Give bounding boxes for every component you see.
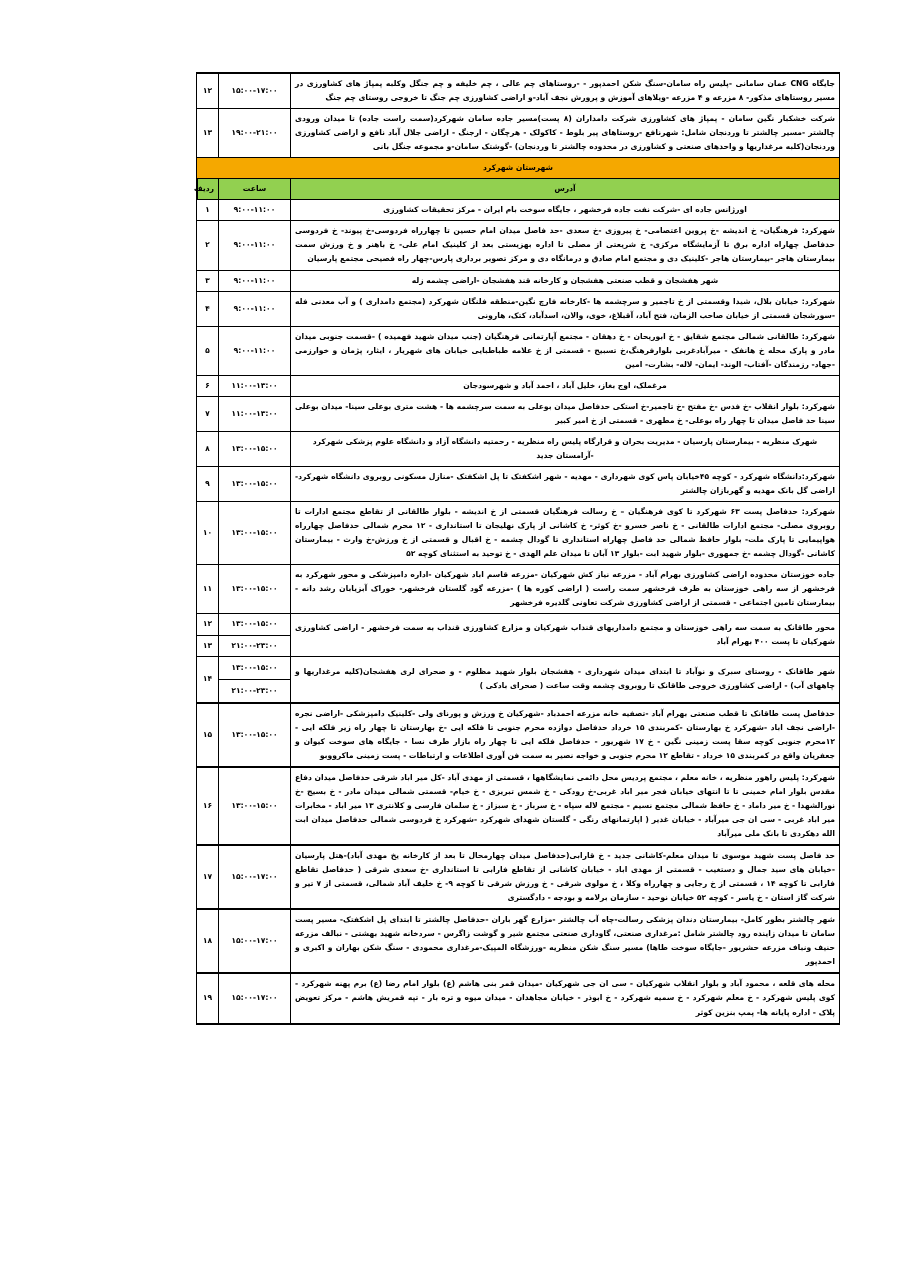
address-cell: جایگاه CNG عمان سامانی -پلیس راه سامان-سنگ شکن احمدپور - -روستاهای چم عالی ، چم خلیفه و چم جنگل وکلبه پمپاژ های کشاورزی در مسیر روستاهای مذکور- ۸ مزرعه و ۴ مزرعه -ویلاهای آموزش و پرورش نجف آباد-و اراضی کشاورزی چم جنگ تا خروجی روستای چم جنگ bbox=[291, 73, 840, 109]
table-row bbox=[197, 909, 840, 973]
time-cell: ۱۳:۰۰-۱۵:۰۰ bbox=[219, 502, 291, 565]
table-row bbox=[197, 845, 840, 909]
table-row bbox=[197, 73, 840, 109]
time-cell: ۱۵:۰۰-۱۷:۰۰ bbox=[219, 845, 291, 909]
table-row bbox=[197, 200, 840, 221]
time-cell: ۱۵:۰۰-۱۷:۰۰ bbox=[219, 909, 291, 973]
address-cell: شرکت خشکبار نگین سامان - پمپاژ های کشاورزی شرکت دامداران (۸ پست)مسیر جاده سامان شهرکرد(سمت راست جاده) تا میدان ورودی چالشتر -مسیر چالشتر تا وردنجان شامل: شهرنافع -روستاهای پیر بلوط - کاکولک - هرچگان - ارجنگ - اراضی جلال آباد نافع و اراضی کشاورزی وردنجان(کلبه مرغداریها و واحدهای صنعتی و کشاورزی در محدوده چالشتر تا وردنجان) -گوشتک سامان-و مجموعه جنگل بانی bbox=[291, 109, 840, 158]
column-header-address: آدرس bbox=[291, 179, 840, 200]
row-number-cell: ۱۲ bbox=[197, 73, 219, 109]
row-number-cell: ۱۴ bbox=[197, 656, 219, 703]
time-cell: ۹:۰۰-۱۱:۰۰ bbox=[219, 291, 291, 326]
time-cell: ۱۱:۰۰-۱۳:۰۰ bbox=[219, 396, 291, 431]
time-cell: ۱۳:۰۰-۱۵:۰۰ bbox=[219, 431, 291, 466]
row-number-cell: ۳ bbox=[197, 270, 219, 291]
table-row bbox=[197, 703, 840, 767]
time-cell: ۱۳:۰۰-۱۵:۰۰ bbox=[219, 467, 291, 502]
table-row bbox=[197, 565, 840, 614]
row-number-cell: ۱۷ bbox=[197, 845, 219, 909]
table-row bbox=[197, 291, 840, 326]
table-row bbox=[197, 396, 840, 431]
address-cell: محله های قلعه ، محمود آباد و بلوار انقلاب شهرکیان - سی ان جی شهرکیان -میدان قمر بنی هاشم (ع) بلوار امام رضا (ع) برم پهنه شهرکرد - کوی پلیس شهرکرد - خ معلم شهرکرد - خ سمیه شهرکرد - خ ابوذر - خیابان مجاهدان - میدان میوه و تره بار - تپه قمریش هاشم - مرکز تعویض پلاک - اداره پایانه ها- پمپ بنزین کوثر bbox=[291, 973, 840, 1023]
time-cell: ۱۵:۰۰-۱۷:۰۰ bbox=[219, 973, 291, 1023]
table-row bbox=[197, 326, 840, 375]
row-number-cell: ۲ bbox=[197, 221, 219, 270]
row-number-cell: ۱۰ bbox=[197, 502, 219, 565]
address-cell: شهرکرد: پلیس راهور منظریه ، خانه معلم ، مجتمع پردیس محل دائمی نمایشگاهها ، قسمتی از مهدی آباد -کل میر اباد شرقی حدفاصل میدان دفاع مقدس بلوار امام خمینی تا تا انتهای خیابان فجر میر اباد غربی-خ رودکی - خ شمس تبریزی - خ خیام- قسمتی شمالی میدان مادر - خ بسیج -خ نورالشهدا - خ میر داماد - خ حافظ شمالی مجتمع نسیم - مجتمع لاله سپاه - خ سرباز - خ سبزاز - خ سلمان فارسی و کلانتری ۱۳ میر اباد - مخابرات میر اباد غربی - سی ان جی میرآباد - خیابان غدیر ( اپارتمانهای رنگی - گلستان شهدای شهرکرد -شهرکرد خ فردوسی شمالی حدفاصل میدان ابت الله دهکردی تا بانک ملی میرآباد bbox=[291, 767, 840, 845]
row-number-cell: ۱۶ bbox=[197, 767, 219, 845]
time-cell: ۹:۰۰-۱۱:۰۰ bbox=[219, 270, 291, 291]
address-cell: اورژانس جاده ای -شرکت نفت جاده فرخشهر ، جایگاه سوخت بام ایران - مرکز تحقیقات کشاورزی bbox=[291, 200, 840, 221]
address-cell: شهر طاقانک - روستای سبرک و نوآباد تا ابتدای میدان شهرداری - هفشجان بلوار شهید مظلوم - و صحرای لری هفشجان(کلیه مرغداریها و چاههای آب) - اراضی کشاورزی خروجی طاقانک تا روبروی چشمه وقت ساعت ( صحرای بادکی ) bbox=[291, 656, 840, 703]
address-cell: حدفاصل پست طاقانک تا قطب صنعتی بهرام آباد -تصفیه خانه مزرعه احمدباد -شهرکیان خ ورزش و پورنای ولی -کلینیک دامپزشکی -اراضی نجره -اراضی نجف اباد -شهرکرد خ بهارستان -کمربندی ۱۵ خرداد حدفاصل دوازده محرم جنوبی تا فلکه ایی -خ بهارستان تا چهار راه زیر فلکه ایی - ۱۲محرم جنوبی کوچه سقا پست زمینی نگین - خ ۱۷ شهریور - حدفاصل فلکه ایی تا چهار راه بازار طرف نسا - جایگاه های سوخت کیوان و جعفریان واقع در کمربندی ۱۵ خرداد - تقاطع ۱۲ محرم جنوبی و خواجه نصیر به سمت فن آوری اطلاعات و ارتباطات - پست زمینی ماکرووبو bbox=[291, 703, 840, 767]
table-body bbox=[193, 73, 840, 1024]
time-slot-primary: ۱۳:۰۰-۱۵:۰۰ bbox=[219, 657, 290, 680]
row-number-cell: ۸ bbox=[197, 431, 219, 466]
time-cell: ۲۱:۰۰-۲۳:۰۰ bbox=[219, 635, 291, 656]
time-stack bbox=[219, 657, 290, 702]
time-cell: ۱۹:۰۰-۲۱:۰۰ bbox=[219, 109, 291, 158]
table-row bbox=[197, 502, 840, 565]
table-row bbox=[197, 375, 840, 396]
column-header-row-number: ردیف bbox=[197, 179, 219, 200]
row-number-cell: ۱۳ bbox=[197, 635, 219, 656]
table-row bbox=[197, 973, 840, 1023]
address-cell: شهرک منظریه - بیمارستان پارسیان - مدیریت بحران و قرارگاه پلیس راه منظریه - رحمتیه دانشگاه آزاد و دانشگاه علوم پزشکی شهرکرد -آرامستان جدید bbox=[291, 431, 840, 466]
time-cell: ۱۳:۰۰-۱۵:۰۰ bbox=[219, 703, 291, 767]
address-cell: شهرکرد:دانشگاه شهرکرد - کوچه ۴۵خیابان پاس کوی شهرداری - مهدیه - شهر اشکفتک تا پل اشکفتک -منازل مسکونی روبروی دانشگاه شهرکرد-اراضی گل بانک مهدیه و گهربازان چالشتر bbox=[291, 467, 840, 502]
table-row bbox=[197, 109, 840, 158]
row-number-cell: ۱۱ bbox=[197, 565, 219, 614]
time-cell: ۱۳:۰۰-۱۵:۰۰ bbox=[219, 614, 291, 635]
row-number-cell: ۱۸ bbox=[197, 909, 219, 973]
row-number-cell: ۱۳ bbox=[197, 109, 219, 158]
time-slot-secondary: ۲۱:۰۰-۲۳:۰۰ bbox=[231, 685, 278, 695]
time-cell: ۹:۰۰-۱۱:۰۰ bbox=[219, 200, 291, 221]
row-number-cell: ۹ bbox=[197, 467, 219, 502]
table-row bbox=[197, 467, 840, 502]
address-cell: حد فاصل پست شهید موسوی تا میدان معلم-کاشانی جدید - خ قارابی(حدفاصل میدان چهارمحال تا بعد از کارخانه یخ مهدی آباد)-هتل پارسیان -خیابان های سید جمال و دستغیب - قسمتی از مهدی اباد - خیابان کاشانی از تقاطع فارابی تا استانداری -خ سعدی شرقی ( حدفاصل تقاطع فارابی تا کوچه ۱۴ ، قسمتی از خ رجایی و چهارراه وکلا ، خ مولوی شرقی - خ ورزش شرقی تا کوچه ۹- خ خلیف آباد شمالی، قسمتی از ۷ تیر و شرکت گاز استان - خ یاسر - کوچه ۵۲ خیابان نوحید - سازمان برلامه و بودجه - دادگستری bbox=[291, 845, 840, 909]
column-header-time: ساعت bbox=[219, 179, 291, 200]
address-cell: شهرکرد: بلوار انقلاب -خ فدس -خ مفتح -خ تاجمیر-خ استکی حدفاصل میدان بوعلی به سمت سرچشمه ها - هشت متری بوعلی سینا- میدان بوعلی سینا حد فاصل میدان تا چهار راه بوعلی- خ مطهری - قسمتی از خ امیر کبیر bbox=[291, 396, 840, 431]
outage-schedule-table bbox=[193, 72, 841, 1025]
row-number-cell: ۶ bbox=[197, 375, 219, 396]
time-cell: ۱۱:۰۰-۱۳:۰۰ bbox=[219, 375, 291, 396]
table-row bbox=[197, 656, 840, 703]
address-cell: شهرکرد: طالقانی شمالی مجتمع شقایق - خ ابوریحان - خ دهقان - مجتمع آپارتمانی فرهنگیان (جنب میدان شهید فهمیده ) -قسمت جنوبی میدان مادر و پارک محله خ هانفک - میرآبادغربی بلوارفرهنگ،خ تسبیح - قسمتی از خ علامه طباطبایی خیابان های شهریار ، ایثار، پژمان و خوارزمی -جهاد- رزمندگان -آفتاب- الوند- ایمان- لاله- بشارت- امین bbox=[291, 326, 840, 375]
address-cell: شهر هفشجان و قطب صنعتی هفشجان و کارخانه قند هفشجان -اراضی چشمه زله bbox=[291, 270, 840, 291]
row-number-cell: ۱۲ bbox=[197, 614, 219, 635]
address-cell: شهر چالشتر بطور کامل- بیمارستان دندان پزشکی رسالت-چاه آب چالشتر -مزارع گهر باران -حدفاصل چالشتر تا ابتدای پل اشکفتک- مسیر پست سامان تا میدان زاینده رود چالشتر شامل :مرغداری صنعتی، گاوداری صنعتی مجتمع شیر و گوشت زاگرس - سردخانه شهید بهشتی - نبالف مزرعه حنیف ونباف مزرعه حشریور -جایگاه سوخت طاها) مسیر سنگ شکن منظریه -ورزشگاه المپیک-مرغداری محمودی - سنگ شکن بهاران و اکبری و احمدپور bbox=[291, 909, 840, 973]
address-cell: محور طاقانک به سمت سه راهی خوزستان و مجتمع دامداریهای قنداب شهرکیان و مزارع کشاورزی قنداب به سمت فرخشهر - اراضی کشاورزی شهرکیان تا پست ۴۰۰ بهرام آباد bbox=[291, 614, 840, 656]
address-cell: شهرکرد: فرهنگیان- خ اندیشه -خ پروین اعتصامی- خ پیروزی -خ سعدی -حد فاصل میدان امام حسین تا چهارراه فردوسی-خ پیوند- خ فردوسی حدفاصل چهاراه اداره برق تا آزمایشگاه مرکزی- خ شریعتی از مصلی تا اداره بهزیستی بعد از کلینیک امام علی- خ باهنر و خ ورزش سمت بیمارستان هاجر -بیمارستان هاجر -کلینیک دی و مجتمع امام صادق و درمانگاه دی و مرکز تصویر برداری پارس-چهار راه فصیحی مجتمع پارسیان bbox=[291, 221, 840, 270]
table-row bbox=[197, 767, 840, 845]
table-row bbox=[197, 221, 840, 270]
row-number-cell: ۵ bbox=[197, 326, 219, 375]
time-cell: ۱۳:۰۰-۱۵:۰۰ bbox=[219, 767, 291, 845]
time-cell: ۹:۰۰-۱۱:۰۰ bbox=[219, 221, 291, 270]
time-cell bbox=[219, 656, 291, 703]
row-number-cell: ۷ bbox=[197, 396, 219, 431]
address-cell: شهرکرد: حدفاصل پست ۶۳ شهرکرد تا کوی فرهنگیان – خ رسالت فرهنگیان قسمتی از خ اندیشه - بلوار طالقانی از تقاطع مجتمع ادارات تا روبروی مصلی- مجتمع ادارات طالقانی - خ ناصر خسرو -خ کوثر- خ کاشانی از پارک نهلیجان تا استانداری - ۱۲ محرم شمالی حدفاصل چهارراه هواپیمایی تا پارک ملت- بلوار حافظ شمالی حد فاصل چهاراه استانداری تا گودال چشمه - خ اقبال و قسمتی از خ ورزش-خ وارث - بیمارستان کاشانی -گودال چشمه -خ جمهوری -بلوار شهید ابت -بلوار ۱۳ آبان تا میدان علم الهدی - خ توحید به استثنای کوچه ۵۲ bbox=[291, 502, 840, 565]
address-cell: شهرکرد: خیابان بلال، شیدا وقسمتی از خ تاجمیر و سرچشمه ها -کارخانه فارچ نگین-منطقه فلنگان شهرکرد (مجتمع دامداری ) و آب معدنی فله -سورشجان قسمتی از خیابان صاحب الزمان، فتح آباد، آقبلاغ، خوی، والان، اسدآباد، کتک، هارونی bbox=[291, 291, 840, 326]
row-number-cell: ۴ bbox=[197, 291, 219, 326]
time-cell: ۱۵:۰۰-۱۷:۰۰ bbox=[219, 73, 291, 109]
address-cell: مرغملک، اوج بغاز، خلیل آباد ، احمد آباد و شهرسودجان bbox=[291, 375, 840, 396]
row-number-cell: ۱۵ bbox=[197, 703, 219, 767]
section-banner-title: شهرستان شهرکرد bbox=[197, 158, 840, 179]
time-cell: ۱۳:۰۰-۱۵:۰۰ bbox=[219, 565, 291, 614]
table-row bbox=[197, 270, 840, 291]
table-row bbox=[197, 614, 840, 635]
column-header-row bbox=[197, 179, 840, 200]
row-number-cell: ۱۹ bbox=[197, 973, 219, 1023]
row-number-cell: ۱ bbox=[197, 200, 219, 221]
outage-schedule-sheet bbox=[193, 72, 840, 1025]
address-cell: جاده خوزستان محدوده اراضی کشاورزی بهرام آباد - مزرعه نیاز کش شهرکیان -مزرعه قاسم اباد شهرکیان -اداره دامپزشکی و محور شهرکرد به فرخشهر از سه راهی خوزستان به طرف فرخشهر سمت راست ( اراضی کوره ها ) -مزرعه گود گلستان فرخشهر- خوراک آبزیابان رشد دانه - بیمارستان تامین اجتماعی - قسمتی از اراضی کشاورزی شرکت تعاونی گلدیره فرخشهر bbox=[291, 565, 840, 614]
table-row bbox=[197, 431, 840, 466]
time-cell: ۹:۰۰-۱۱:۰۰ bbox=[219, 326, 291, 375]
section-banner-row bbox=[197, 158, 840, 179]
